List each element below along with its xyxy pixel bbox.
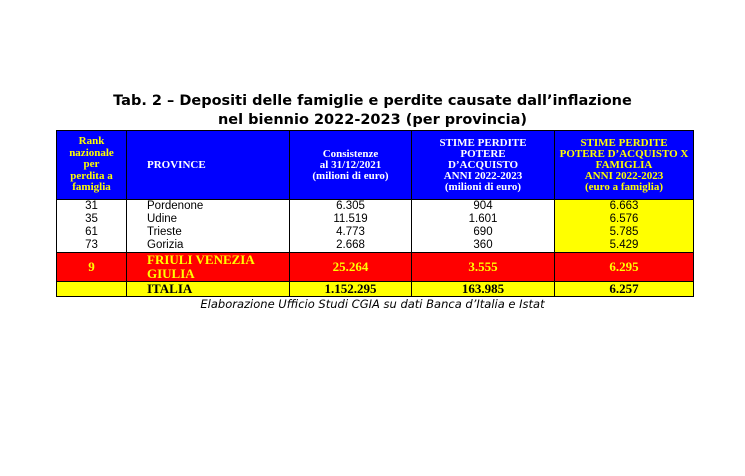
italia-consistenze: 1.152.295 <box>290 282 412 297</box>
deposits-table <box>56 130 694 297</box>
cell-rank: 61 <box>57 226 127 239</box>
cell-per-famiglia: 6.663 <box>555 200 694 214</box>
cell-province: Udine <box>127 213 290 226</box>
italia-perdite: 163.985 <box>412 282 555 297</box>
table-row <box>57 200 694 214</box>
cell-province: Pordenone <box>127 200 290 214</box>
region-total-row <box>57 253 694 282</box>
header-famiglia-line: POTERE D’ACQUISTO X <box>559 147 689 160</box>
italia-name: ITALIA <box>127 282 290 297</box>
header-province: PROVINCE <box>127 131 290 200</box>
header-stime-line: STIME PERDITE POTERE <box>439 136 527 160</box>
cell-per-famiglia: 5.785 <box>555 226 694 239</box>
cell-perdite: 1.601 <box>412 213 555 226</box>
header-stime-line: D’ACQUISTO <box>447 158 519 171</box>
table-row <box>57 213 694 226</box>
cell-perdite: 904 <box>412 200 555 214</box>
header-rank <box>57 131 127 200</box>
table-row <box>57 226 694 239</box>
header-stime-line: (milioni di euro) <box>444 180 522 193</box>
header-rank-line: nazionale <box>69 146 114 159</box>
cell-consistenze: 11.519 <box>290 213 412 226</box>
header-rank-line: famiglia <box>72 181 111 194</box>
header-stime-famiglia <box>555 131 694 200</box>
cell-province: Trieste <box>127 226 290 239</box>
cell-consistenze: 2.668 <box>290 239 412 253</box>
header-famiglia-line: FAMIGLIA <box>595 158 653 171</box>
header-famiglia-line: (euro a famiglia) <box>584 180 663 193</box>
region-per-famiglia: 6.295 <box>555 253 694 282</box>
header-consistenze <box>290 131 412 200</box>
cell-rank: 31 <box>57 200 127 214</box>
header-rank-line: Rank <box>78 135 105 148</box>
header-famiglia-line: ANNI 2022-2023 <box>584 169 664 182</box>
region-perdite: 3.555 <box>412 253 555 282</box>
header-famiglia-line: STIME PERDITE <box>580 136 668 149</box>
header-row <box>57 131 694 200</box>
cell-perdite: 690 <box>412 226 555 239</box>
region-consistenze: 25.264 <box>290 253 412 282</box>
cell-rank: 73 <box>57 239 127 253</box>
header-consistenze-line: Consistenze <box>322 147 379 160</box>
region-rank: 9 <box>57 253 127 282</box>
region-name: FRIULI VENEZIA GIULIA <box>127 253 290 282</box>
title-line-1: Tab. 2 – Depositi delle famiglie e perdite causate dall’inflazione <box>113 93 632 109</box>
cell-consistenze: 6.305 <box>290 200 412 214</box>
header-rank-line: perdita a <box>70 169 113 182</box>
table-title <box>0 92 745 130</box>
header-stime-perdite <box>412 131 555 200</box>
header-stime-line: ANNI 2022-2023 <box>443 169 523 182</box>
italia-per-famiglia: 6.257 <box>555 282 694 297</box>
italia-total-row <box>57 282 694 297</box>
cell-consistenze: 4.773 <box>290 226 412 239</box>
source-note: Elaborazione Ufficio Studi CGIA su dati Banca d’Italia e Istat <box>200 297 545 311</box>
cell-per-famiglia: 6.576 <box>555 213 694 226</box>
header-consistenze-line: (milioni di euro) <box>312 169 389 182</box>
cell-per-famiglia: 5.429 <box>555 239 694 253</box>
cell-rank: 35 <box>57 213 127 226</box>
title-line-2: nel biennio 2022-2023 (per provincia) <box>217 112 528 128</box>
cell-perdite: 360 <box>412 239 555 253</box>
cell-province: Gorizia <box>127 239 290 253</box>
table-row <box>57 239 694 253</box>
header-rank-line: per <box>83 158 100 171</box>
header-consistenze-line: al 31/12/2021 <box>319 158 382 171</box>
italia-rank <box>57 282 127 297</box>
